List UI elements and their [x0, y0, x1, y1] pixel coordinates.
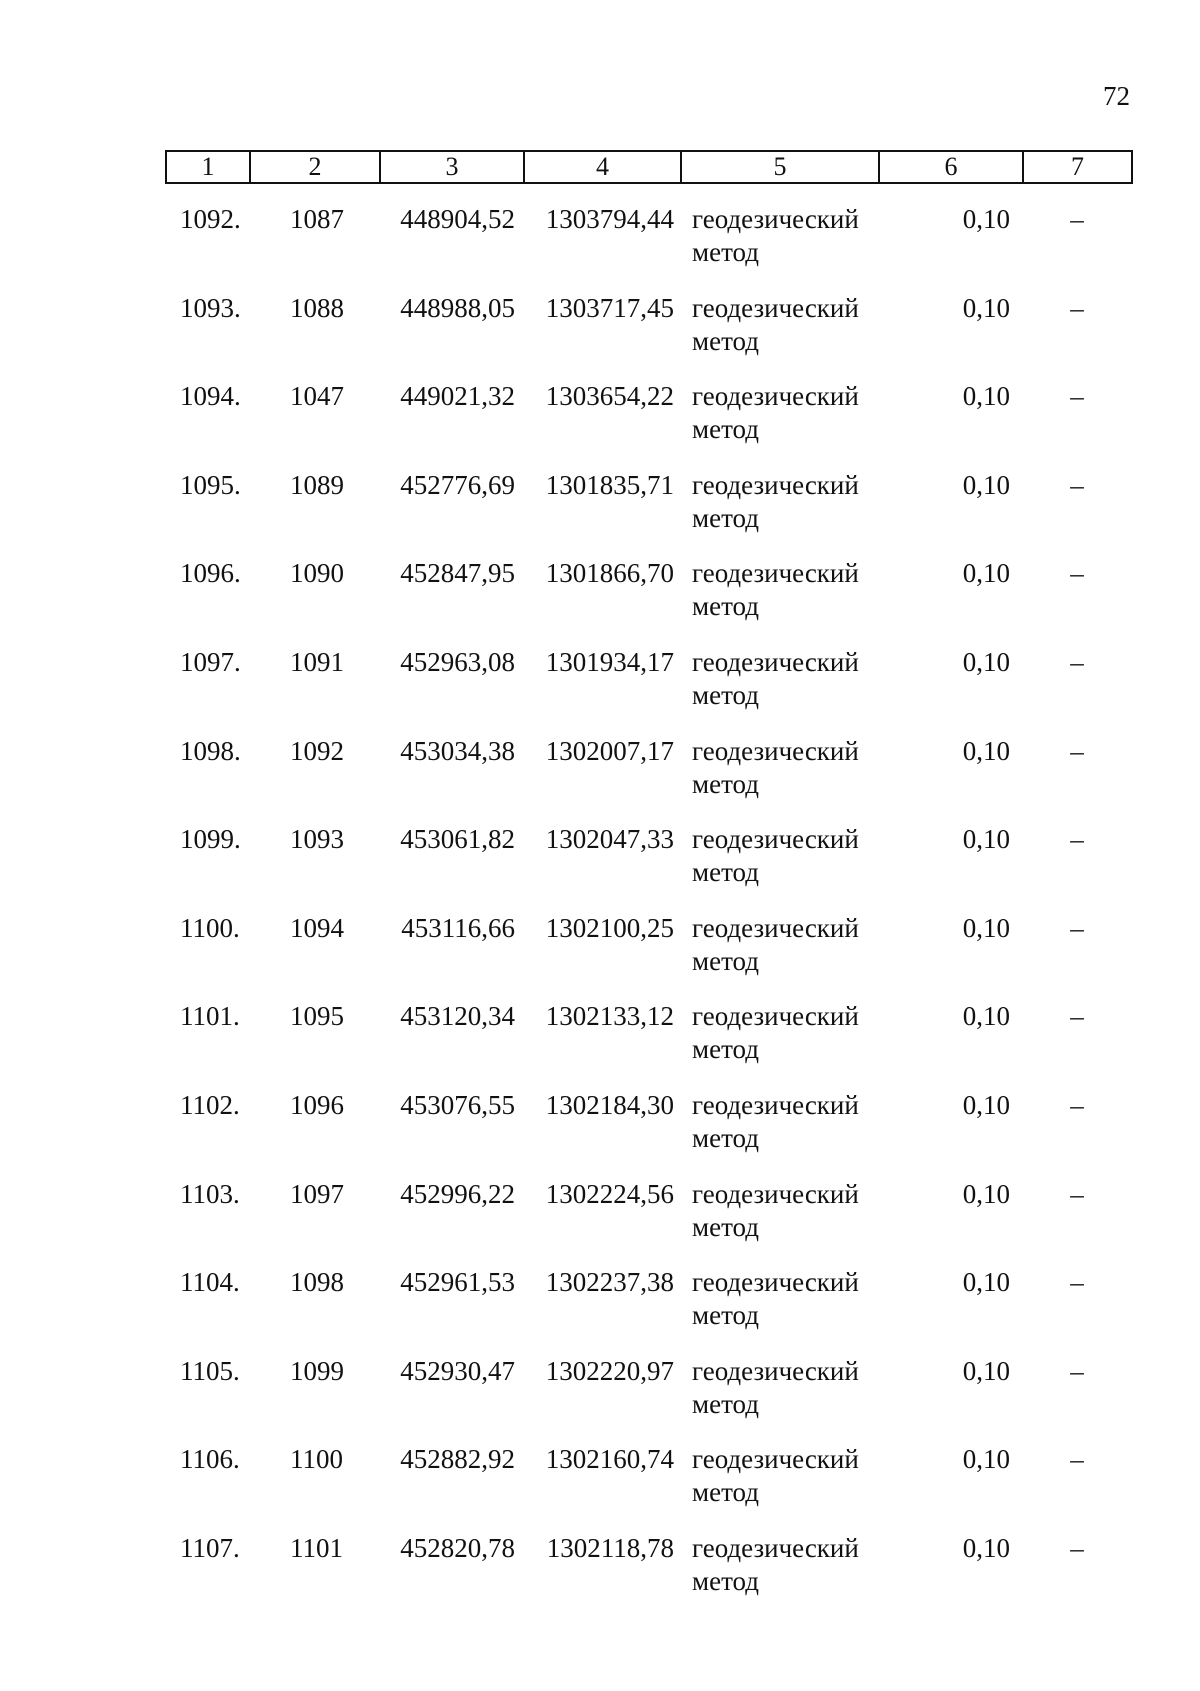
row-number: 1101. — [180, 1001, 240, 1032]
accuracy: 0,10 — [962, 1532, 1010, 1563]
note: – — [1070, 735, 1084, 766]
row-number: 1094. — [180, 381, 241, 412]
method-line-2: метод — [692, 414, 759, 445]
header-cell-4: 4 — [525, 152, 682, 182]
point-number: 1101 — [290, 1532, 343, 1563]
point-number: 1100 — [290, 1444, 343, 1475]
row-number: 1107. — [180, 1532, 240, 1563]
method-line-1: геодезический — [692, 1444, 859, 1475]
method-line-2: метод — [692, 325, 759, 356]
method-line-1: геодезический — [692, 1267, 859, 1298]
note: – — [1070, 558, 1084, 589]
accuracy: 0,10 — [962, 1178, 1010, 1209]
coordinate-x: 449021,32 — [400, 381, 515, 412]
header-cell-6: 6 — [880, 152, 1024, 182]
method-line-2: метод — [692, 1477, 759, 1508]
coordinate-x: 453034,38 — [400, 735, 515, 766]
accuracy: 0,10 — [962, 1355, 1010, 1386]
accuracy: 0,10 — [962, 1267, 1010, 1298]
method-line-1: геодезический — [692, 646, 859, 677]
row-number: 1100. — [180, 912, 240, 943]
table-row — [0, 912, 1200, 1001]
table-row — [0, 1089, 1200, 1178]
accuracy: 0,10 — [962, 646, 1010, 677]
coordinate-y: 1303794,44 — [545, 204, 674, 234]
method — [692, 1443, 892, 1509]
header-cell-2: 2 — [251, 152, 381, 182]
note: – — [1070, 1178, 1084, 1209]
coordinate-y: 1302224,56 — [545, 1178, 674, 1209]
row-number: 1105. — [180, 1355, 240, 1386]
table-row — [0, 1178, 1200, 1267]
point-number: 1089 — [290, 469, 344, 500]
coordinate-y: 1303717,45 — [545, 292, 674, 323]
method — [692, 646, 892, 712]
method — [692, 1266, 892, 1332]
row-number: 1097. — [180, 646, 241, 677]
method-line-1: геодезический — [692, 469, 859, 500]
method-line-2: метод — [692, 1034, 759, 1065]
table-row — [0, 469, 1200, 558]
accuracy: 0,10 — [962, 469, 1010, 500]
table-row — [0, 1266, 1200, 1355]
page-number: 72 — [1103, 81, 1130, 111]
accuracy: 0,10 — [962, 735, 1010, 766]
method-line-2: метод — [692, 768, 759, 799]
point-number: 1087 — [290, 204, 344, 234]
coordinate-y: 1301866,70 — [545, 558, 674, 589]
coordinate-x: 453061,82 — [400, 824, 515, 855]
method-line-1: геодезический — [692, 381, 859, 412]
method — [692, 1000, 892, 1066]
row-number: 1095. — [180, 469, 241, 500]
row-number: 1093. — [180, 292, 241, 323]
method — [692, 912, 892, 978]
header-cell-5: 5 — [682, 152, 880, 182]
method-line-1: геодезический — [692, 1355, 859, 1386]
coordinate-x: 453120,34 — [400, 1001, 515, 1032]
row-number: 1099. — [180, 824, 241, 855]
coordinate-y: 1302160,74 — [545, 1444, 674, 1475]
method-line-2: метод — [692, 237, 759, 267]
note: – — [1070, 204, 1084, 234]
point-number: 1088 — [290, 292, 344, 323]
table-row — [0, 735, 1200, 824]
accuracy: 0,10 — [962, 558, 1010, 589]
method — [692, 1355, 892, 1421]
coordinate-x: 452847,95 — [400, 558, 515, 589]
row-number: 1098. — [180, 735, 241, 766]
method — [692, 469, 892, 535]
note: – — [1070, 381, 1084, 412]
method — [692, 735, 892, 801]
coordinate-y: 1302118,78 — [546, 1532, 674, 1563]
method — [692, 203, 892, 269]
accuracy: 0,10 — [962, 912, 1010, 943]
method-line-2: метод — [692, 679, 759, 710]
method-line-1: геодезический — [692, 1178, 859, 1209]
method-line-1: геодезический — [692, 292, 859, 323]
note: – — [1070, 1532, 1084, 1563]
method — [692, 557, 892, 623]
coordinate-y: 1302100,25 — [545, 912, 674, 943]
table-body — [0, 203, 1200, 1621]
accuracy: 0,10 — [962, 1089, 1010, 1120]
method-line-1: геодезический — [692, 735, 859, 766]
table-row — [0, 1000, 1200, 1089]
note: – — [1070, 1001, 1084, 1032]
method-line-2: метод — [692, 857, 759, 888]
table-row — [0, 380, 1200, 469]
coordinate-x: 452996,22 — [400, 1178, 515, 1209]
note: – — [1070, 1355, 1084, 1386]
note: – — [1070, 1089, 1084, 1120]
row-number: 1103. — [180, 1178, 240, 1209]
point-number: 1093 — [290, 824, 344, 855]
accuracy: 0,10 — [962, 292, 1010, 323]
note: – — [1070, 1444, 1084, 1475]
coordinate-y: 1301934,17 — [545, 646, 674, 677]
table-row — [0, 1443, 1200, 1532]
note: – — [1070, 646, 1084, 677]
method-line-1: геодезический — [692, 824, 859, 855]
method-line-2: метод — [692, 1388, 759, 1419]
table-row — [0, 823, 1200, 912]
method-line-2: метод — [692, 1300, 759, 1331]
method — [692, 1089, 892, 1155]
method-line-2: метод — [692, 1122, 759, 1153]
coordinate-x: 452776,69 — [400, 469, 515, 500]
note: – — [1070, 292, 1084, 323]
table-row — [0, 557, 1200, 646]
row-number: 1102. — [180, 1089, 240, 1120]
header-cell-7: 7 — [1071, 152, 1084, 181]
method-line-1: геодезический — [692, 912, 859, 943]
point-number: 1099 — [290, 1355, 344, 1386]
coordinate-y: 1302237,38 — [545, 1267, 674, 1298]
note: – — [1070, 469, 1084, 500]
row-number: 1104. — [180, 1267, 240, 1298]
coordinate-x: 448988,05 — [400, 292, 515, 323]
method-line-2: метод — [692, 945, 759, 976]
table-header — [165, 150, 1133, 184]
header-cell-1: 1 — [167, 152, 251, 182]
method-line-1: геодезический — [692, 1089, 859, 1120]
method-line-2: метод — [692, 591, 759, 622]
row-number: 1096. — [180, 558, 241, 589]
table-row — [0, 203, 1200, 292]
coordinate-x: 448904,52 — [400, 204, 515, 234]
coordinate-x: 452963,08 — [400, 646, 515, 677]
accuracy: 0,10 — [962, 1001, 1010, 1032]
method-line-2: метод — [692, 1565, 759, 1596]
accuracy: 0,10 — [962, 204, 1010, 234]
method-line-1: геодезический — [692, 204, 859, 234]
note: – — [1070, 824, 1084, 855]
table-row — [0, 1355, 1200, 1444]
method — [692, 1532, 892, 1598]
point-number: 1091 — [290, 646, 344, 677]
method — [692, 1178, 892, 1244]
table-row — [0, 646, 1200, 735]
method — [692, 292, 892, 358]
table-row — [0, 1532, 1200, 1621]
coordinate-x: 452820,78 — [400, 1532, 515, 1563]
point-number: 1098 — [290, 1267, 344, 1298]
coordinate-y: 1303654,22 — [545, 381, 674, 412]
coordinate-y: 1301835,71 — [545, 469, 674, 500]
coordinate-x: 452882,92 — [400, 1444, 515, 1475]
method-line-1: геодезический — [692, 1532, 859, 1563]
method-line-1: геодезический — [692, 558, 859, 589]
coordinate-y: 1302133,12 — [545, 1001, 674, 1032]
point-number: 1094 — [290, 912, 344, 943]
point-number: 1095 — [290, 1001, 344, 1032]
method-line-1: геодезический — [692, 1001, 859, 1032]
accuracy: 0,10 — [962, 381, 1010, 412]
table-row — [0, 292, 1200, 381]
method-line-2: метод — [692, 1211, 759, 1242]
method-line-2: метод — [692, 502, 759, 533]
accuracy: 0,10 — [962, 1444, 1010, 1475]
method — [692, 823, 892, 889]
coordinate-x: 452961,53 — [400, 1267, 515, 1298]
coordinate-y: 1302184,30 — [545, 1089, 674, 1120]
coordinate-x: 452930,47 — [400, 1355, 515, 1386]
coordinate-y: 1302220,97 — [545, 1355, 674, 1386]
row-number: 1106. — [180, 1444, 240, 1475]
note: – — [1070, 912, 1084, 943]
row-number: 1092. — [180, 204, 241, 234]
point-number: 1090 — [290, 558, 344, 589]
accuracy: 0,10 — [962, 824, 1010, 855]
point-number: 1096 — [290, 1089, 344, 1120]
point-number: 1097 — [290, 1178, 344, 1209]
point-number: 1047 — [290, 381, 344, 412]
method — [692, 380, 892, 446]
header-cell-3: 3 — [381, 152, 525, 182]
coordinate-x: 453116,66 — [401, 912, 515, 943]
coordinate-y: 1302047,33 — [545, 824, 674, 855]
coordinate-y: 1302007,17 — [545, 735, 674, 766]
note: – — [1070, 1267, 1084, 1298]
coordinate-x: 453076,55 — [400, 1089, 515, 1120]
point-number: 1092 — [290, 735, 344, 766]
